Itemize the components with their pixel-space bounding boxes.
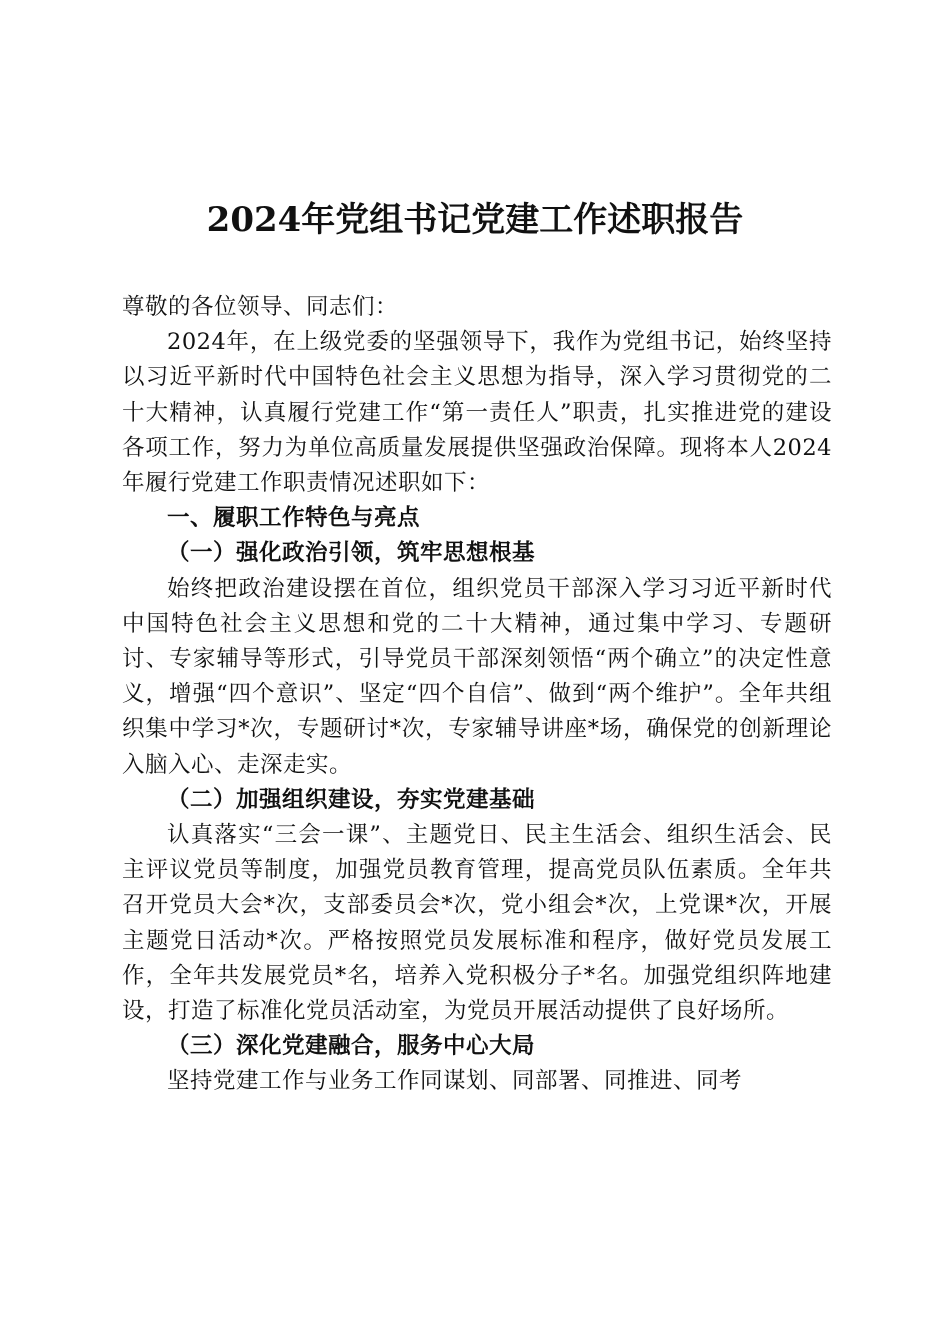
document-body: [122, 290, 832, 1100]
subsection-heading-2: （二）加强组织建设，夯实党建基础: [167, 786, 536, 813]
section-heading-1: 一、履职工作特色与亮点: [167, 505, 421, 532]
subsection-paragraph-3: 坚持党建工作与业务工作同谋划、同部署、同推进、同考: [167, 1068, 743, 1095]
salutation: 尊敬的各位领导、同志们：: [122, 294, 399, 320]
document-title: 2024年党组书记党建工作述职报告: [206, 200, 744, 240]
intro-paragraph: 2024年，在上级党委的坚强领导下，我作为党组书记，始终坚持以习近平新时代中国特色社会主义思想为指导，深入学习贯彻党的二十大精神，认真履行党建工作“第一责任人”职责，扎实推进党的建设各项工作，努力为单位高质量发展提供坚强政治保障。现将本人2024年履行党建工作职责情况述职如下：: [122, 329, 832, 497]
subsection-paragraph-2: 认真落实“三会一课”、主题党日、民主生活会、组织生活会、民主评议党员等制度，加强党员教育管理，提高党员队伍素质。全年共召开党员大会*次，支部委员会*次，党小组会*次，上党课*次，开展主题党日活动*次。严格按照党员发展标准和程序，做好党员发展工作，全年共发展党员*名，培养入党积极分子*名。加强党组织阵地建设，打造了标准化党员活动室，为党员开展活动提供了良好场所。: [122, 822, 832, 1025]
subsection-heading-1: （一）强化政治引领，筑牢思想根基: [167, 540, 536, 567]
subsection-paragraph-1: 始终把政治建设摆在首位，组织党员干部深入学习习近平新时代中国特色社会主义思想和党的二十大精神，通过集中学习、专题研讨、专家辅导等形式，引导党员干部深刻领悟“两个确立”的决定性意义，增强“四个意识”、坚定“四个自信”、做到“两个维护”。全年共组织集中学习*次，专题研讨*次，专家辅导讲座*场，确保党的创新理论入脑入心、走深走实。: [122, 575, 832, 778]
subsection-heading-3: （三）深化党建融合，服务中心大局: [167, 1033, 536, 1060]
